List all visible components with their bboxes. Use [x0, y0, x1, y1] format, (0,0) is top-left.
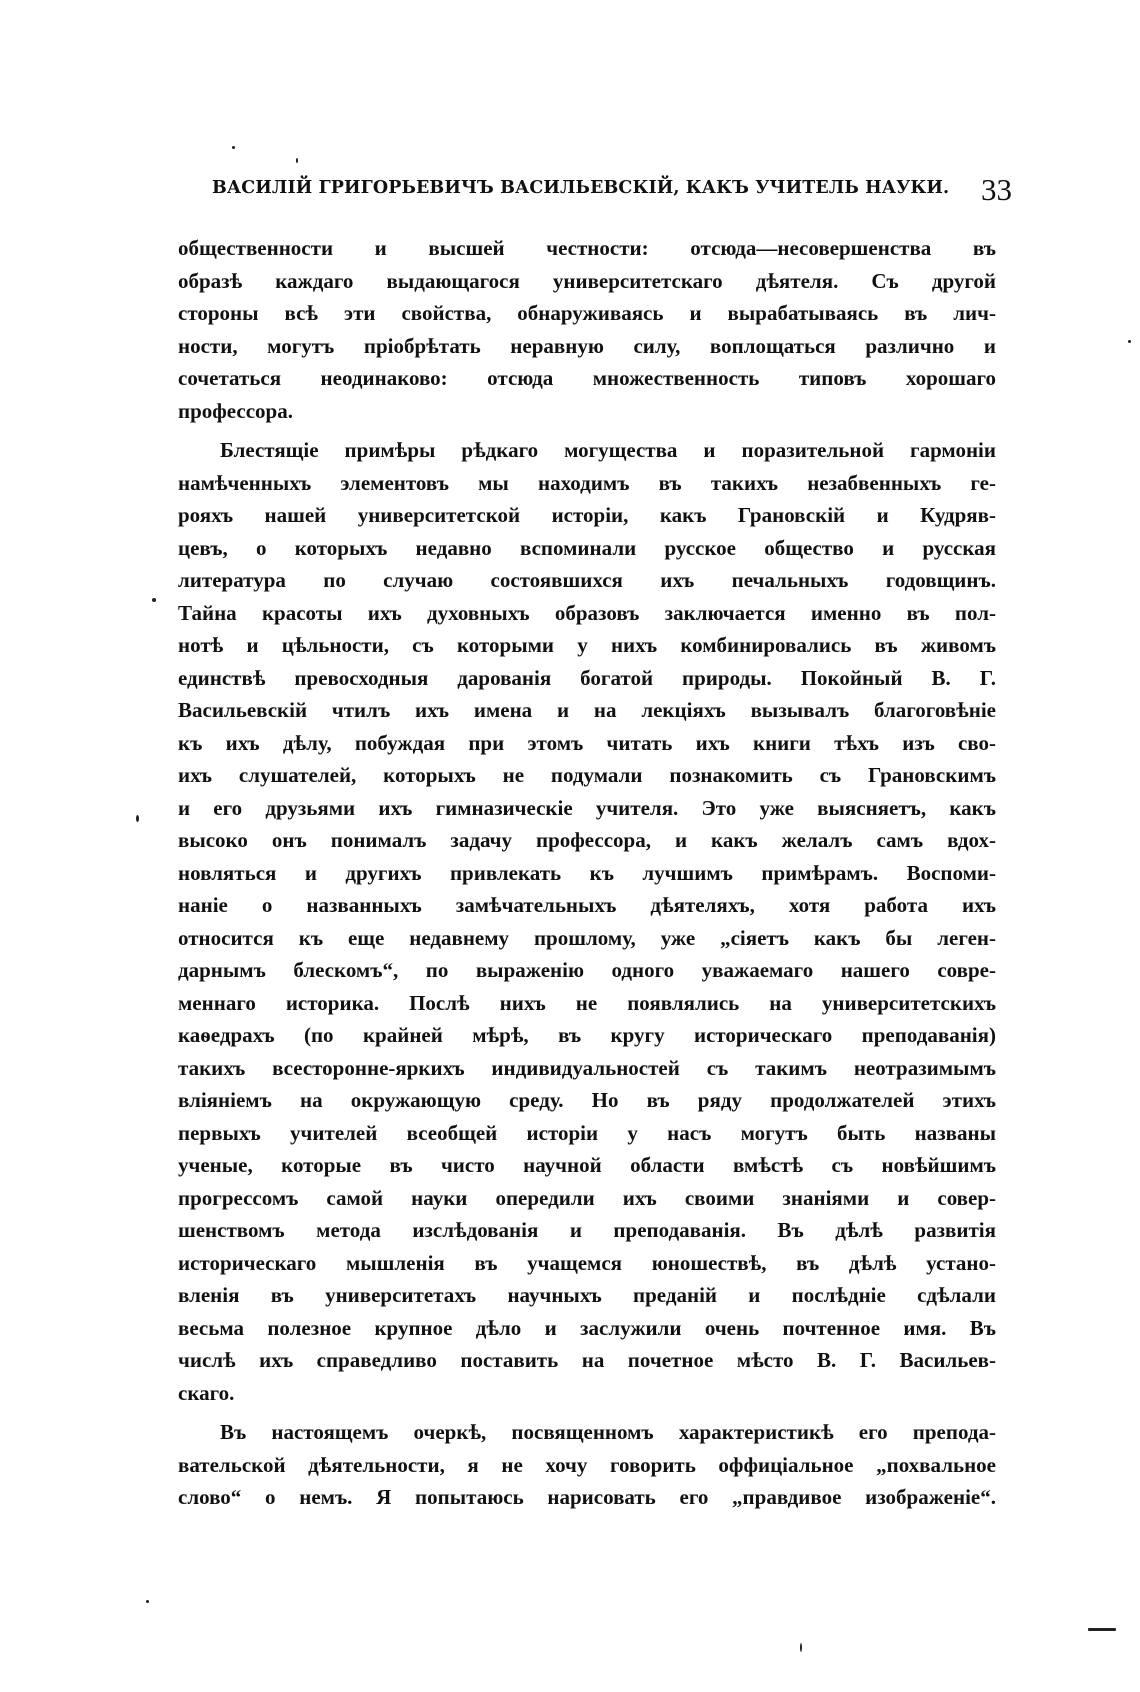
text-line: сочетаться неодинаково: отсюда множественность типовъ хорошаго [178, 366, 996, 390]
text-line: Въ настоящемъ очеркѣ, посвященномъ характеристикѣ его препода- [220, 1420, 996, 1444]
text-line: цевъ, о которыхъ недавно вспоминали русское общество и русская [178, 535, 996, 560]
text-line: намѣченныхъ элементовъ мы находимъ въ такихъ незабвенныхъ ге- [178, 470, 996, 495]
text-line: первыхъ учителей всеобщей исторіи у насъ могутъ быть названы [178, 1120, 996, 1145]
paragraph-2 [178, 434, 996, 1409]
body-text [178, 232, 996, 1514]
text-line: слово“ о немъ. Я попытаюсь нарисовать его „правдивое изображеніе“. [178, 1485, 996, 1509]
text-line: шенствомъ метода изслѣдованія и преподаванія. Въ дѣлѣ развитія [178, 1218, 996, 1242]
paragraph-3 [178, 1416, 996, 1514]
text-line: единствѣ превосходныя дарованія богатой природы. Покойный В. Г. [178, 665, 996, 690]
text-line: и его друзьями ихъ гимназическіе учителя. Это уже выясняетъ, какъ [178, 795, 996, 820]
page-number: 33 [981, 172, 1012, 207]
text-line: относится къ еще недавнему прошлому, уже „сіяетъ какъ бы леген- [178, 925, 996, 950]
text-line: вліяніемъ на окружающую среду. Но въ ряду продолжателей этихъ [178, 1088, 996, 1112]
text-line: Тайна красоты ихъ духовныхъ образовъ заключается именно въ пол- [178, 600, 996, 625]
text-line: прогрессомъ самой науки опередили ихъ своими знаніями и совер- [178, 1185, 996, 1210]
text-line: образѣ каждаго выдающагося университетскаго дѣятеля. Съ другой [178, 268, 996, 293]
text-line: къ ихъ дѣлу, побуждая при этомъ читать ихъ книги тѣхъ изъ сво- [178, 730, 996, 755]
text-line: меннаго историка. Послѣ нихъ не появлялись на университетскихъ [178, 990, 996, 1015]
text-line: профессора. [178, 398, 293, 423]
text-line: скаго. [178, 1380, 235, 1405]
text-line: новляться и другихъ привлекать къ лучшимъ примѣрамъ. Воспоми- [178, 860, 996, 885]
text-line: высоко онъ понималъ задачу профессора, и какъ желалъ самъ вдох- [178, 828, 996, 852]
text-line: ученые, которые въ чисто научной области вмѣстѣ съ новѣйшимъ [178, 1153, 996, 1177]
text-line: числѣ ихъ справедливо поставить на почетное мѣсто В. Г. Васильев- [178, 1348, 996, 1372]
text-line: историческаго мышленія въ учащемся юношествѣ, въ дѣлѣ устано- [178, 1250, 996, 1275]
text-line: вленія въ университетахъ научныхъ преданій и послѣдніе сдѣлали [178, 1283, 996, 1307]
text-line: каѳедрахъ (по крайней мѣрѣ, въ кругу историческаго преподаванія) [178, 1023, 996, 1047]
text-line: литература по случаю состоявшихся ихъ печальныхъ годовщинъ. [178, 568, 996, 592]
text-line: такихъ всесторонне-яркихъ индивидуальностей съ такимъ неотразимымъ [178, 1055, 996, 1080]
text-line: вательской дѣятельности, я не хочу говорить оффиціальное „похвальное [178, 1452, 996, 1477]
paragraph-1 [178, 232, 996, 427]
text-line: весьма полезное крупное дѣло и заслужили очень почтенное имя. Въ [178, 1315, 996, 1340]
text-line: стороны всѣ эти свойства, обнаруживаясь и вырабатываясь въ лич- [178, 301, 996, 325]
running-head [212, 172, 1012, 212]
text-line: нотѣ и цѣльности, съ которыми у нихъ комбинировались въ живомъ [178, 633, 996, 657]
text-line: Блестящіе примѣры рѣдкаго могущества и поразительной гармоніи [220, 438, 996, 462]
text-line: ихъ слушателей, которыхъ не подумали познакомить съ Грановскимъ [178, 763, 996, 787]
text-line: ности, могутъ пріобрѣтать неравную силу, воплощаться различно и [178, 333, 996, 358]
running-title: ВАСИЛІЙ ГРИГОРЬЕВИЧЪ ВАСИЛЬЕВСКІЙ, КАКЪ УЧИТЕЛЬ НАУКИ. [212, 178, 950, 198]
text-line: Васильевскій чтилъ ихъ имена и на лекціяхъ вызывалъ благоговѣніе [178, 698, 996, 722]
text-line: рояхъ нашей университетской исторіи, какъ Грановскій и Кудряв- [178, 503, 996, 527]
text-line: общественности и высшей честности: отсюда—несовершенства въ [178, 236, 996, 260]
text-line: наніе о названныхъ замѣчательныхъ дѣятеляхъ, хотя работа ихъ [178, 893, 996, 917]
text-line: дарнымъ блескомъ“, по выраженію одного уважаемаго нашего совре- [178, 958, 996, 982]
